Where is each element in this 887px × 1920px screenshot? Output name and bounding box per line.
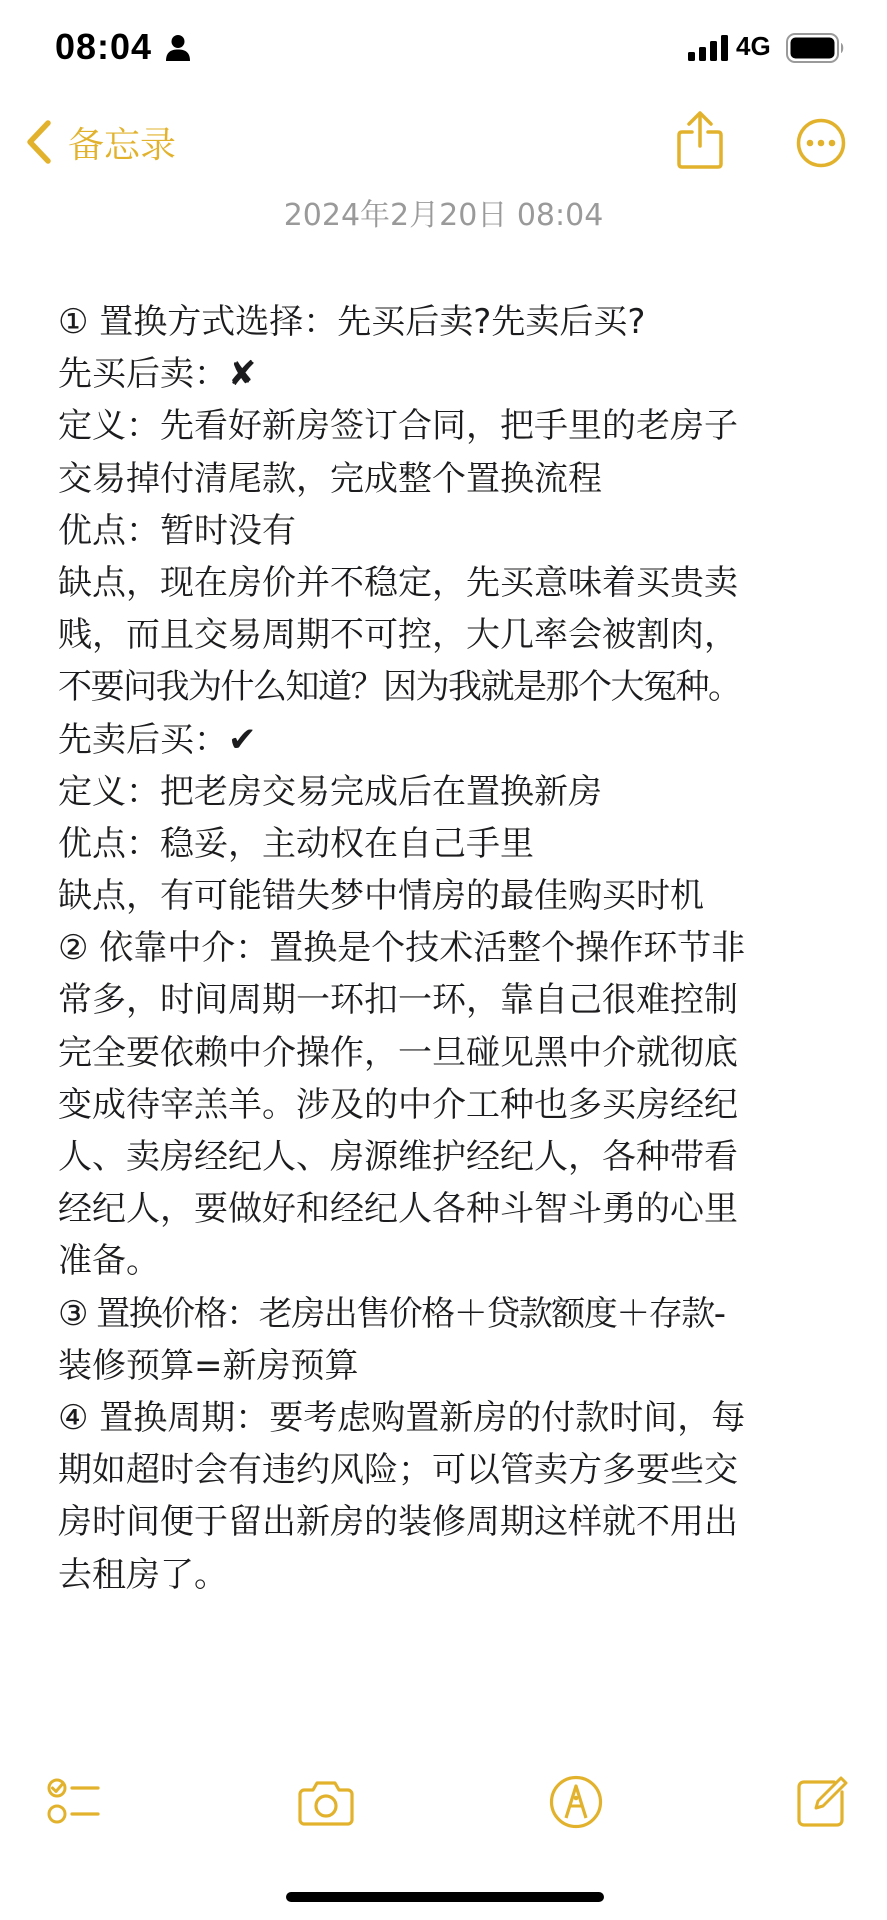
- markup-pen-icon[interactable]: [548, 1774, 604, 1830]
- note-line: 贱，而且交易周期不可控，大几率会被割肉，: [58, 615, 738, 656]
- back-label: 备忘录: [68, 124, 177, 166]
- home-indicator[interactable]: [286, 1892, 604, 1902]
- share-icon[interactable]: [676, 110, 724, 170]
- note-line: 缺点，有可能错失梦中情房的最佳购买时机: [58, 876, 704, 917]
- note-line: 定义：把老房交易完成后在置换新房: [58, 771, 602, 812]
- note-line: ① 置换方式选择：先买后卖?先卖后买?: [58, 302, 646, 342]
- back-button[interactable]: [24, 112, 176, 172]
- note-line: 期如超时会有违约风险；可以管卖方多要些交: [58, 1450, 738, 1491]
- checklist-icon[interactable]: [46, 1774, 102, 1830]
- camera-icon[interactable]: [298, 1774, 354, 1830]
- person-icon: [165, 34, 191, 62]
- note-body[interactable]: [58, 296, 838, 1601]
- note-line: 完全要依赖中介操作，一旦碰见黑中介就彻底: [58, 1032, 738, 1073]
- battery-icon: [786, 33, 846, 63]
- note-date: 2024年2月20日 08:04: [283, 198, 604, 233]
- status-bar: [0, 0, 887, 100]
- signal-icon: [688, 35, 728, 61]
- chevron-left-icon: [24, 119, 54, 165]
- note-line: 缺点，现在房价并不稳定，先买意味着买贵卖: [58, 562, 738, 603]
- note-line: 人、卖房经纪人、房源维护经纪人，各种带看: [58, 1137, 738, 1177]
- note-line: ④ 置换周期：要考虑购置新房的付款时间，每: [58, 1397, 746, 1438]
- note-line: 定义：先看好新房签订合同，把手里的老房子: [58, 406, 738, 447]
- note-line: 经纪人，要做好和经纪人各种斗智斗勇的心里: [58, 1189, 738, 1230]
- more-icon[interactable]: [796, 118, 846, 168]
- note-line: 交易掉付清尾款，完成整个置换流程: [58, 458, 602, 499]
- note-line: ③ 置换价格：老房出售价格＋贷款额度＋存款-: [58, 1293, 725, 1334]
- compose-icon[interactable]: [794, 1774, 850, 1830]
- note-line: 常多，时间周期一环扣一环，靠自己很难控制: [58, 980, 738, 1021]
- note-line: 优点：稳妥，主动权在自己手里: [58, 823, 534, 864]
- note-line: ② 依靠中介：置换是个技术活整个操作环节非: [58, 928, 746, 969]
- note-line: 先买后卖：✘: [58, 354, 257, 395]
- note-line: 优点：暂时没有: [58, 510, 296, 551]
- status-time: 08:04: [55, 26, 153, 67]
- note-line: 去租房了。: [58, 1554, 228, 1595]
- note-line: 装修预算=新房预算: [58, 1345, 359, 1386]
- note-line: 房时间便于留出新房的装修周期这样就不用出: [58, 1502, 738, 1543]
- note-line: 准备。: [58, 1241, 160, 1282]
- note-line: 不要问我为什么知道？因为我就是那个大冤种。: [58, 667, 741, 708]
- note-line: 先卖后买：✔: [58, 719, 257, 760]
- network-label: 4G: [736, 31, 771, 61]
- note-line: 变成待宰羔羊。涉及的中介工种也多买房经纪: [58, 1084, 738, 1125]
